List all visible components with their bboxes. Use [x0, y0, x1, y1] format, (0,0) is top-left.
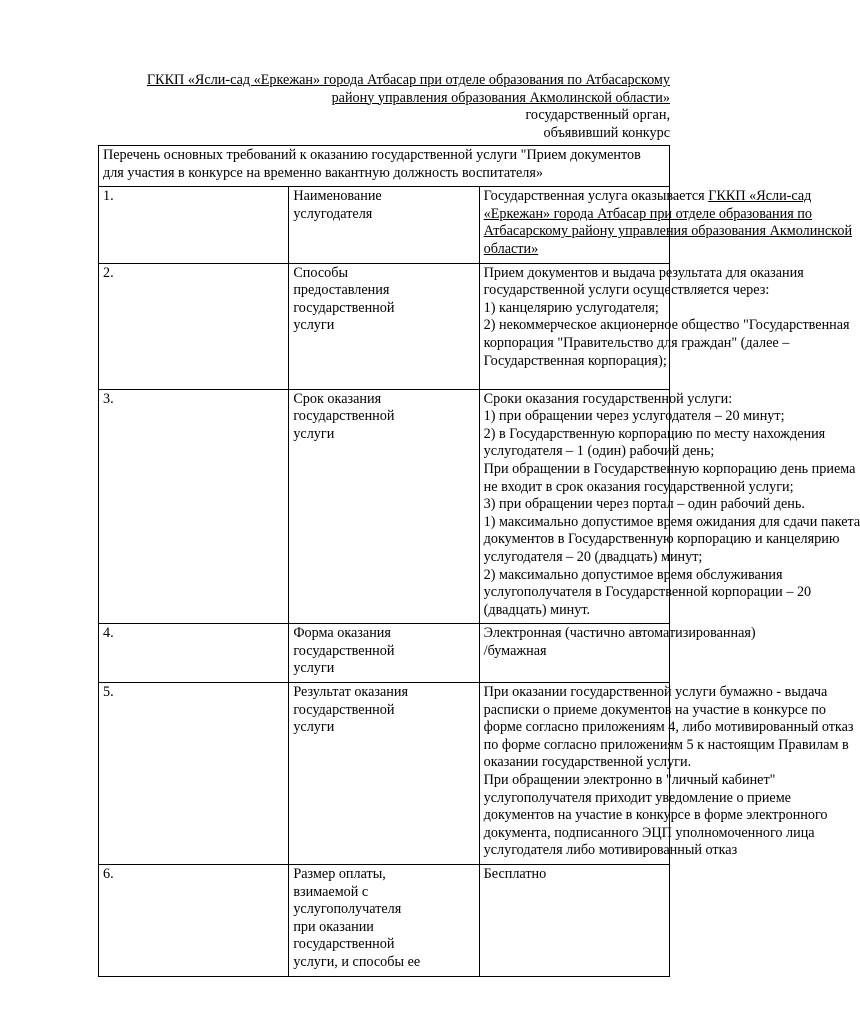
table-row	[99, 263, 670, 389]
value-line: 2) некоммерческое акционерное общество "Государственная	[483, 317, 850, 334]
value-line: услугополучателя в Государственной корпорации – 20	[483, 584, 812, 601]
value-line: (двадцать) минут.	[483, 601, 591, 618]
label-line: услуги	[293, 425, 335, 442]
label-line: услугополучателя	[293, 901, 402, 918]
value-line: При оказании государственной услуги бумажно - выдача	[483, 684, 828, 701]
value-line: При обращении в Государственную корпорацию день приема	[483, 460, 856, 477]
row-label	[289, 865, 479, 977]
label-line: взимаемой с	[293, 883, 369, 900]
table-title-line: Перечень основных требований к оказанию государственной услуги "Прием документов	[103, 147, 641, 163]
value-line: услугодателя либо мотивированный отказ	[483, 842, 738, 859]
organization-line-1: ГККП «Ясли-сад «Еркежан» города Атбасар при отделе образования по Атбасарскому	[146, 72, 670, 88]
value-line: услугодателя – 1 (один) рабочий день;	[483, 443, 715, 460]
label-line: Форма оказания	[293, 625, 391, 642]
label-line: Наименование	[293, 188, 382, 205]
row-number: 3.	[99, 389, 289, 624]
label-line: государственной	[293, 408, 395, 425]
value-line	[483, 188, 812, 206]
value-line: «Еркежан» города Атбасар при отделе образования по	[483, 205, 812, 222]
label-line: при оказании	[293, 918, 374, 935]
row-number: 5.	[99, 683, 289, 865]
row-value	[479, 187, 853, 263]
value-line: 1) максимально допустимое время ожидания для сдачи пакета	[483, 513, 860, 530]
role-line-2: объявивший конкурс	[543, 124, 670, 141]
row-value	[479, 389, 860, 624]
label-line: государственной	[293, 642, 395, 659]
row-label	[289, 263, 479, 389]
value-line: 1) канцелярию услугодателя;	[483, 299, 659, 316]
table-row	[99, 624, 670, 683]
value-line: услугодателя – 20 (двадцать) минут;	[483, 548, 703, 565]
value-line: Бесплатно	[483, 866, 547, 882]
label-line: Результат оказания	[293, 684, 409, 701]
organization-line-2: району управления образования Акмолинской области»	[331, 89, 670, 106]
row-value	[479, 865, 669, 977]
label-line: предоставления	[293, 282, 390, 299]
label-line: Способы	[293, 264, 348, 281]
value-line: 2) в Государственную корпорацию по месту нахождения	[483, 425, 826, 442]
label-line: государственной	[293, 701, 395, 718]
label-line: Срок оказания	[293, 390, 382, 407]
row-number: 2.	[99, 263, 289, 389]
value-line: государственной услуги осуществляется через:	[483, 282, 770, 299]
row-number: 1.	[99, 187, 289, 263]
value-line: документов на участие в конкурсе в форме электронного	[483, 807, 828, 824]
label-line: услуги, и способы ее	[293, 953, 421, 970]
value-line: области»	[483, 240, 539, 257]
value-line: Атбасарскому району управления образования Акмолинской	[483, 223, 853, 240]
label-line: услуги	[293, 317, 335, 334]
value-line: /бумажная	[483, 642, 547, 659]
row-value	[479, 263, 850, 389]
value-line: расписки о приеме документов на участие в конкурсе по	[483, 701, 826, 718]
organization-name-underlined: ГККП «Ясли-сад	[708, 188, 812, 205]
table-row	[99, 865, 670, 977]
row-label	[289, 624, 479, 683]
role-line-1: государственный орган,	[525, 107, 670, 124]
value-line: 3) при обращении через портал – один рабочий день.	[483, 496, 805, 513]
table-row	[99, 683, 670, 865]
row-label	[289, 683, 479, 865]
row-label	[289, 389, 479, 624]
value-line: Государственная корпорация);	[483, 352, 667, 369]
value-line: документа, подписанного ЭЦП уполномоченного лица	[483, 824, 815, 841]
value-line: Сроки оказания государственной услуги:	[483, 390, 733, 407]
table-title-row	[99, 146, 670, 187]
value-line: При обращении электронно в "личный кабинет"	[483, 772, 776, 789]
label-line: услуги	[293, 719, 335, 736]
value-line: корпорация "Правительство для граждан" (далее –	[483, 334, 790, 351]
row-number: 4.	[99, 624, 289, 683]
value-line: 1) при обращении через услугодателя – 20 минут;	[483, 408, 785, 425]
value-line: оказании государственной услуги.	[483, 754, 692, 771]
table-row	[99, 389, 670, 624]
table-title-line: для участия в конкурсе на временно вакантную должность воспитателя»	[103, 164, 543, 181]
value-line: Прием документов и выдача результата для оказания	[483, 264, 804, 281]
label-line: услуги	[293, 660, 335, 677]
value-line: форме согласно приложениям 4, либо мотивированный отказ	[483, 719, 854, 736]
row-value	[479, 683, 854, 865]
value-line: не входит в срок оказания государственной услуги;	[483, 478, 794, 495]
document-header	[110, 72, 670, 142]
table-title	[99, 146, 670, 187]
row-number: 6.	[99, 865, 289, 977]
label-line: услугодателя	[293, 205, 373, 222]
requirements-table	[98, 145, 860, 977]
row-label	[289, 187, 479, 263]
label-line: государственной	[293, 936, 395, 953]
row-value	[479, 624, 756, 683]
value-line: документов в Государственную корпорацию и канцелярию	[483, 531, 840, 548]
table-row	[99, 187, 670, 263]
value-text: Государственная услуга оказывается ГККП «Ясли-сад	[483, 188, 812, 205]
value-line: 2) максимально допустимое время обслуживания	[483, 566, 783, 583]
value-line: Электронная (частично автоматизированная)	[483, 625, 756, 642]
label-line: Размер оплаты,	[293, 866, 386, 882]
value-line: услугополучателя приходит уведомление о приеме	[483, 789, 791, 806]
value-line: по форме согласно приложениям 5 к настоящим Правилам в	[483, 736, 849, 753]
label-line: государственной	[293, 299, 395, 316]
